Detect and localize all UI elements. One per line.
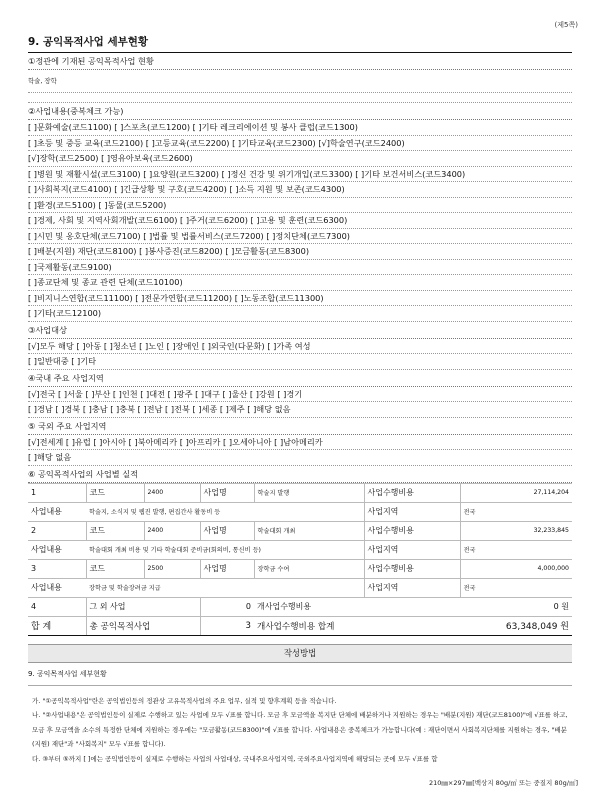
code-label: 코드 bbox=[86, 521, 144, 540]
total-cost-value[interactable]: 63,348,049 bbox=[505, 622, 558, 632]
s6-heading: ⑥ 공익목적사업의 사업별 실적 bbox=[28, 466, 572, 483]
page-number: (제5쪽) bbox=[554, 21, 578, 29]
total-cost[interactable] bbox=[364, 616, 572, 635]
paper-spec: 210㎜×297㎜[백상지 80g/㎡ 또는 중질지 80g/㎡] bbox=[428, 779, 578, 787]
region-label: 사업지역 bbox=[364, 502, 460, 521]
table-row bbox=[28, 559, 572, 578]
cost-label: 사업수행비용 bbox=[264, 602, 312, 611]
cost-value[interactable]: 32,233,845 bbox=[460, 521, 572, 540]
checkbox-line[interactable]: [ ]초등 및 중등 교육(코드2100) [ ]고등교육(코드2200) [ ]기타교육(코드2300) [√]학술연구(코드2400) bbox=[28, 136, 572, 152]
content-label: 사업내용 bbox=[28, 578, 86, 597]
table-row bbox=[28, 578, 572, 597]
total-count[interactable]: 3 bbox=[200, 616, 254, 635]
won-label: 원 bbox=[560, 622, 569, 632]
checkbox-line[interactable]: [ ]경남 [ ]경북 [ ]충남 [ ]충북 [ ]전남 [ ]전북 [ ]세종 [ ]제주 [ ]해당 없음 bbox=[28, 402, 572, 418]
table-row bbox=[28, 597, 572, 616]
checkbox-line[interactable]: [ ]기타(코드12100) bbox=[28, 306, 572, 322]
cost-value[interactable]: 4,000,000 bbox=[460, 559, 572, 578]
s1-value: 학술, 장학 bbox=[28, 70, 572, 93]
guide-note: 나. "②사업내용"은 공익법인등이 실제로 수행하고 있는 사업에 모두 √표를 합니다. 모금 후 모금액을 복지단 단체에 배분하거나 지원하는 경우는 "배분(지원) 재단(코드8100)"에 √표를 하고, 모금 후 모금액을 소수의 특정한 단체에 지원하는 경우에는 "모금활동(코드8300)"에 √표를 합니다. 사업내용은 중복체크가 가능합니다(예 : 재단이면서 사회복지단체를 지원하는 경우, "배분(지원) 재단"과 "사회복지" 모두 √표를 합니다). bbox=[32, 711, 568, 749]
checkbox-line[interactable]: [ ]병원 및 재활시설(코드3100) [ ]요양원(코드3200) [ ]정신 건강 및 위기개입(코드3300) [ ]기타 보건서비스(코드3400) bbox=[28, 167, 572, 183]
region-value[interactable]: 전국 bbox=[460, 578, 572, 597]
cost-value[interactable]: 27,114,204 bbox=[460, 483, 572, 502]
form-body bbox=[28, 34, 572, 766]
checkbox-line[interactable]: [√]전세계 [ ]유럽 [ ]아시아 [ ]북아메리카 [ ]아프리카 [ ]오세아니아 [ ]남아메리카 bbox=[28, 435, 572, 451]
cost-label: 사업수행비용 합계 bbox=[265, 621, 335, 632]
table-row bbox=[28, 483, 572, 502]
region-label: 사업지역 bbox=[364, 540, 460, 559]
guide-notes bbox=[28, 694, 572, 767]
project-no: 1 bbox=[28, 483, 86, 502]
unit-label: 개 bbox=[257, 621, 266, 632]
other-cost-value[interactable]: 0 bbox=[553, 602, 559, 611]
section-title: 9. 공익목적사업 세부현황 bbox=[28, 34, 572, 53]
s2-checklist bbox=[28, 120, 572, 322]
content-label: 사업내용 bbox=[28, 540, 86, 559]
total-label: 합 계 bbox=[28, 616, 86, 635]
guide-note: 가. "①공익목적사업"란은 공익법인등의 정관상 고유목적사업의 주요 업무, 실적 및 향후계획 등을 적습니다. bbox=[32, 696, 337, 705]
region-label: 사업지역 bbox=[364, 578, 460, 597]
content-value[interactable]: 장학금 및 학술장려금 지급 bbox=[86, 578, 364, 597]
checkbox-line[interactable]: [ ]시민 및 옹호단체(코드7100) [ ]법률 및 법률서비스(코드7200) [ ]정치단체(코드7300) bbox=[28, 229, 572, 245]
content-value[interactable]: 학술지, 소식지 및 웹진 발행, 편집간사 활동비 등 bbox=[86, 502, 364, 521]
other-cost[interactable] bbox=[364, 597, 572, 616]
s1-heading: ①정관에 기재된 공익목적사업 현황 bbox=[28, 53, 572, 70]
s3-checklist bbox=[28, 339, 572, 370]
table-row bbox=[28, 616, 572, 635]
region-value[interactable]: 전국 bbox=[460, 502, 572, 521]
checkbox-line[interactable]: [ ]해당 없음 bbox=[28, 450, 572, 466]
other-count[interactable]: 0 bbox=[200, 597, 254, 616]
name-label: 사업명 bbox=[200, 521, 254, 540]
name-value[interactable]: 장학금 수여 bbox=[254, 559, 364, 578]
guide-subheading: 9. 공익목적사업 세부현황 bbox=[28, 663, 572, 686]
content-value[interactable]: 학술대회 개최 비용 및 기타 학술대회 준비금(회의비, 통신비 등) bbox=[86, 540, 364, 559]
name-label: 사업명 bbox=[200, 559, 254, 578]
s4-checklist bbox=[28, 387, 572, 418]
table-row bbox=[28, 521, 572, 540]
project-no: 3 bbox=[28, 559, 86, 578]
region-value[interactable]: 전국 bbox=[460, 540, 572, 559]
checkbox-line[interactable]: [√]장학(코드2500) [ ]영유아보육(코드2600) bbox=[28, 151, 572, 167]
code-label: 코드 bbox=[86, 559, 144, 578]
cost-label: 사업수행비용 bbox=[364, 521, 460, 540]
unit-label: 개 bbox=[257, 602, 265, 611]
checkbox-line[interactable]: [ ]배분(지원) 재단(코드8100) [ ]봉사증진(코드8200) [ ]모금활동(코드8300) bbox=[28, 244, 572, 260]
checkbox-line[interactable]: [ ]국제활동(코드9100) bbox=[28, 260, 572, 276]
performance-table bbox=[28, 483, 572, 636]
code-value[interactable]: 2400 bbox=[144, 521, 200, 540]
cost-label: 사업수행비용 bbox=[364, 483, 460, 502]
project-no: 2 bbox=[28, 521, 86, 540]
content-label: 사업내용 bbox=[28, 502, 86, 521]
other-label: 그 외 사업 bbox=[86, 597, 200, 616]
spacer bbox=[28, 93, 572, 103]
other-cost-label bbox=[254, 597, 364, 616]
name-value[interactable]: 학술대회 개최 bbox=[254, 521, 364, 540]
s5-checklist bbox=[28, 435, 572, 466]
s5-heading: ⑤ 국외 주요 사업지역 bbox=[28, 418, 572, 435]
s4-heading: ④국내 주요 사업지역 bbox=[28, 370, 572, 387]
checkbox-line[interactable]: [ ]경제, 사회 및 지역사회개발(코드6100) [ ]주거(코드6200) [ ]고용 및 훈련(코드6300) bbox=[28, 213, 572, 229]
table-row bbox=[28, 540, 572, 559]
s3-heading: ③사업대상 bbox=[28, 322, 572, 339]
total-sub-label: 총 공익목적사업 bbox=[86, 616, 200, 635]
checkbox-line[interactable]: [√]전국 [ ]서울 [ ]부산 [ ]인천 [ ]대전 [ ]광주 [ ]대구 [ ]울산 [ ]강원 [ ]경기 bbox=[28, 387, 572, 403]
checkbox-line[interactable]: [ ]종교단체 및 종교 관련 단체(코드10100) bbox=[28, 275, 572, 291]
code-label: 코드 bbox=[86, 483, 144, 502]
checkbox-line[interactable]: [√]모두 해당 [ ]아동 [ ]청소년 [ ]노인 [ ]장애인 [ ]외국인(다문화) [ ]가족 여성 bbox=[28, 339, 572, 355]
name-value[interactable]: 학술지 발행 bbox=[254, 483, 364, 502]
checkbox-line[interactable]: [ ]비지니스연합(코드11100) [ ]전문가연합(코드11200) [ ]노동조합(코드11300) bbox=[28, 291, 572, 307]
code-value[interactable]: 2500 bbox=[144, 559, 200, 578]
won-label: 원 bbox=[561, 602, 569, 611]
code-value[interactable]: 2400 bbox=[144, 483, 200, 502]
table-row bbox=[28, 502, 572, 521]
s2-heading: ②사업내용(중복체크 가능) bbox=[28, 103, 572, 120]
guide-note: 다. ③부터 ⑤까지 [ ]에는 공익법인등이 실제로 수행하는 사업의 사업대상, 국내주요사업지역, 국외주요사업지역에 해당되는 곳에 모두 √표를 합 bbox=[32, 754, 438, 763]
checkbox-line[interactable]: [ ]사회복지(코드4100) [ ]긴급상황 및 구호(코드4200) [ ]소득 지원 및 보존(코드4300) bbox=[28, 182, 572, 198]
other-no: 4 bbox=[28, 597, 86, 616]
total-cost-label bbox=[254, 616, 364, 635]
name-label: 사업명 bbox=[200, 483, 254, 502]
guide-heading: 작성방법 bbox=[28, 644, 572, 663]
checkbox-line[interactable]: [ ]문화예술(코드1100) [ ]스포츠(코드1200) [ ]기타 레크리에이션 및 봉사 클럽(코드1300) bbox=[28, 120, 572, 136]
checkbox-line[interactable]: [ ]환경(코드5100) [ ]동물(코드5200) bbox=[28, 198, 572, 214]
checkbox-line[interactable]: [ ]일반대중 [ ]기타 bbox=[28, 354, 572, 370]
cost-label: 사업수행비용 bbox=[364, 559, 460, 578]
